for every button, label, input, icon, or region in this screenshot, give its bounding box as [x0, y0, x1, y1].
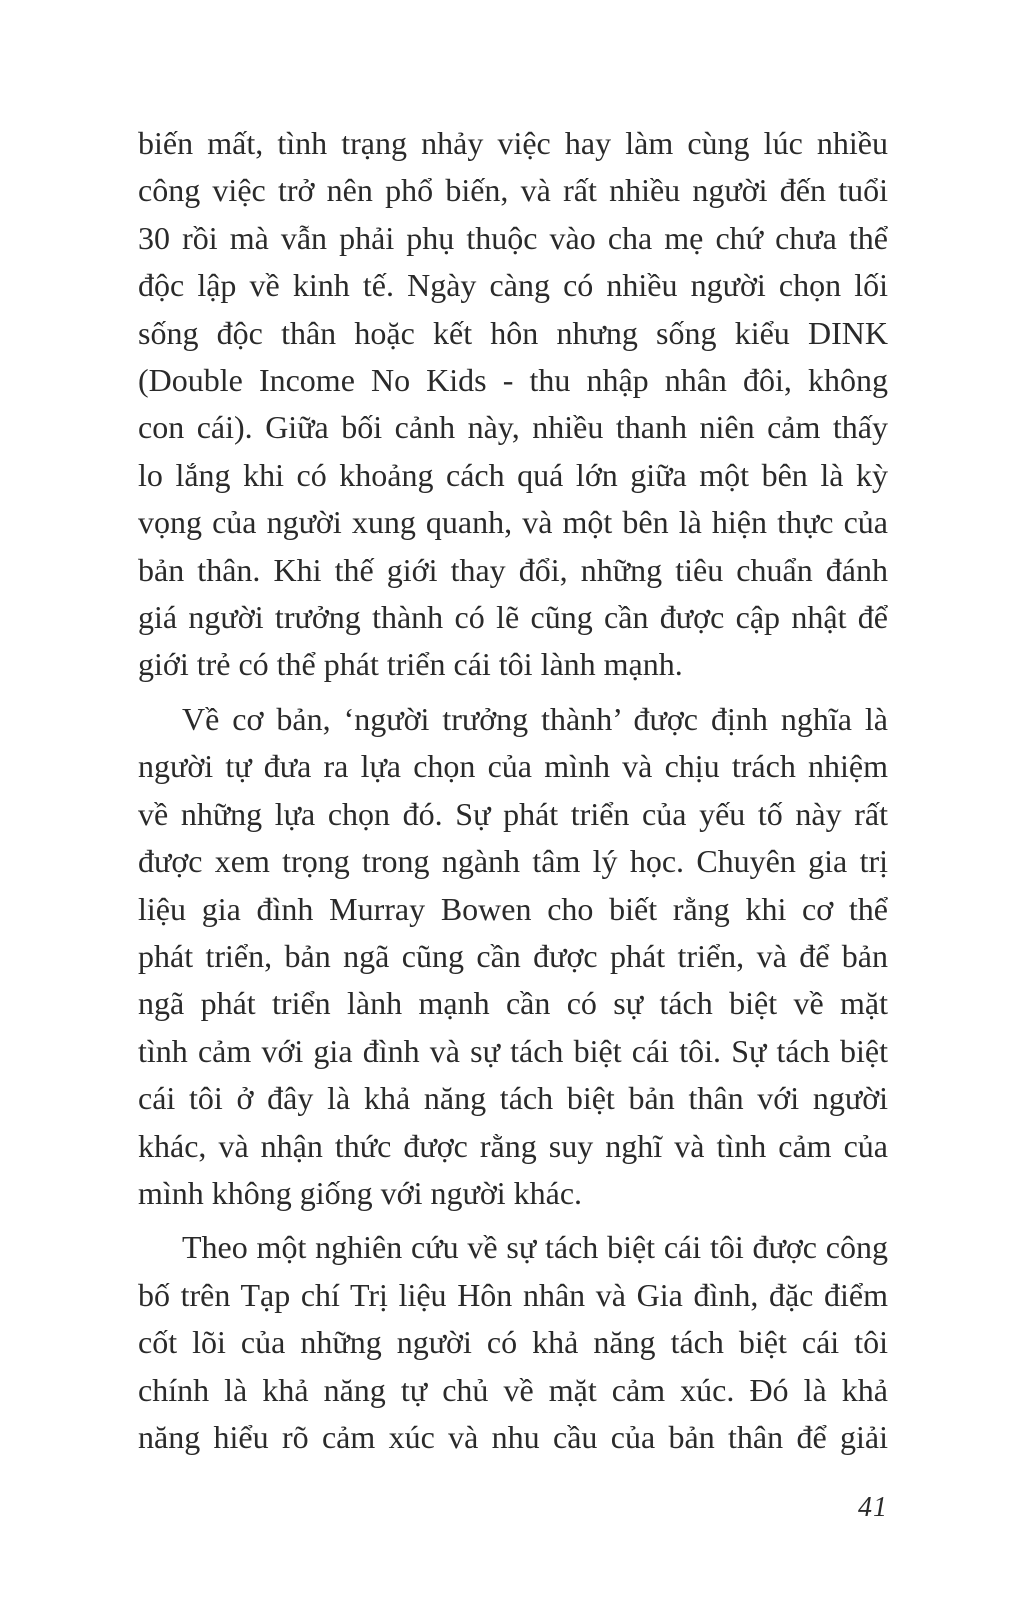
text-line: giới trẻ có thể phát triển cái tôi lành mạnh.: [138, 646, 683, 683]
text-line: liệu gia đình Murray Bowen cho biết rằng khi cơ thể: [138, 890, 888, 927]
text-line: mình không giống với người khác.: [138, 1174, 583, 1211]
text-line: chính là khả năng tự chủ về mặt cảm xúc. Đó là khả: [138, 1371, 888, 1408]
text-line: năng hiểu rõ cảm xúc và nhu cầu của bản thân để giải: [138, 1418, 888, 1455]
text-line: lo lắng khi có khoảng cách quá lớn giữa một bên là kỳ: [138, 456, 888, 493]
text-line: công việc trở nên phổ biến, và rất nhiều người đến tuổi: [138, 172, 888, 209]
text-line: (Double Income No Kids - thu nhập nhân đôi, không: [138, 362, 888, 399]
text-line: con cái). Giữa bối cảnh này, nhiều thanh niên cảm thấy: [138, 409, 888, 446]
text-line: sống độc thân hoặc kết hôn nhưng sống kiểu DINK: [138, 314, 888, 351]
text-line: bản thân. Khi thế giới thay đổi, những tiêu chuẩn đánh: [138, 551, 888, 588]
text-line: tình cảm với gia đình và sự tách biệt cái tôi. Sự tách biệt: [138, 1032, 888, 1069]
text-line: Theo một nghiên cứu về sự tách biệt cái tôi được công: [182, 1229, 888, 1266]
text-line: ngã phát triển lành mạnh cần có sự tách biệt về mặt: [138, 985, 888, 1022]
paragraph-2: [138, 696, 888, 1217]
text-line: Về cơ bản, ‘người trưởng thành’ được định nghĩa là: [182, 700, 888, 737]
page-number: 41: [858, 1492, 888, 1523]
paragraph-3: [138, 1224, 888, 1461]
text-line: về những lựa chọn đó. Sự phát triển của yếu tố này rất: [138, 795, 888, 832]
text-line: giá người trưởng thành có lẽ cũng cần được cập nhật để: [138, 599, 888, 636]
text-line: bố trên Tạp chí Trị liệu Hôn nhân và Gia đình, đặc điểm: [138, 1276, 888, 1313]
paragraph-1: [138, 120, 888, 689]
text-line: cái tôi ở đây là khả năng tách biệt bản thân với người: [138, 1080, 888, 1117]
text-line: phát triển, bản ngã cũng cần được phát triển, và để bản: [138, 937, 888, 974]
text-line: cốt lõi của những người có khả năng tách biệt cái tôi: [138, 1324, 888, 1361]
text-line: được xem trọng trong ngành tâm lý học. Chuyên gia trị: [138, 843, 888, 880]
body-text: [138, 120, 888, 1461]
text-line: độc lập về kinh tế. Ngày càng có nhiều người chọn lối: [138, 267, 888, 304]
text-line: vọng của người xung quanh, và một bên là hiện thực của: [138, 504, 888, 541]
text-line: khác, và nhận thức được rằng suy nghĩ và tình cảm của: [138, 1127, 888, 1164]
text-line: 30 rồi mà vẫn phải phụ thuộc vào cha mẹ chứ chưa thể: [138, 219, 888, 256]
text-line: người tự đưa ra lựa chọn của mình và chịu trách nhiệm: [138, 748, 888, 785]
text-line: biến mất, tình trạng nhảy việc hay làm cùng lúc nhiều: [138, 125, 888, 161]
